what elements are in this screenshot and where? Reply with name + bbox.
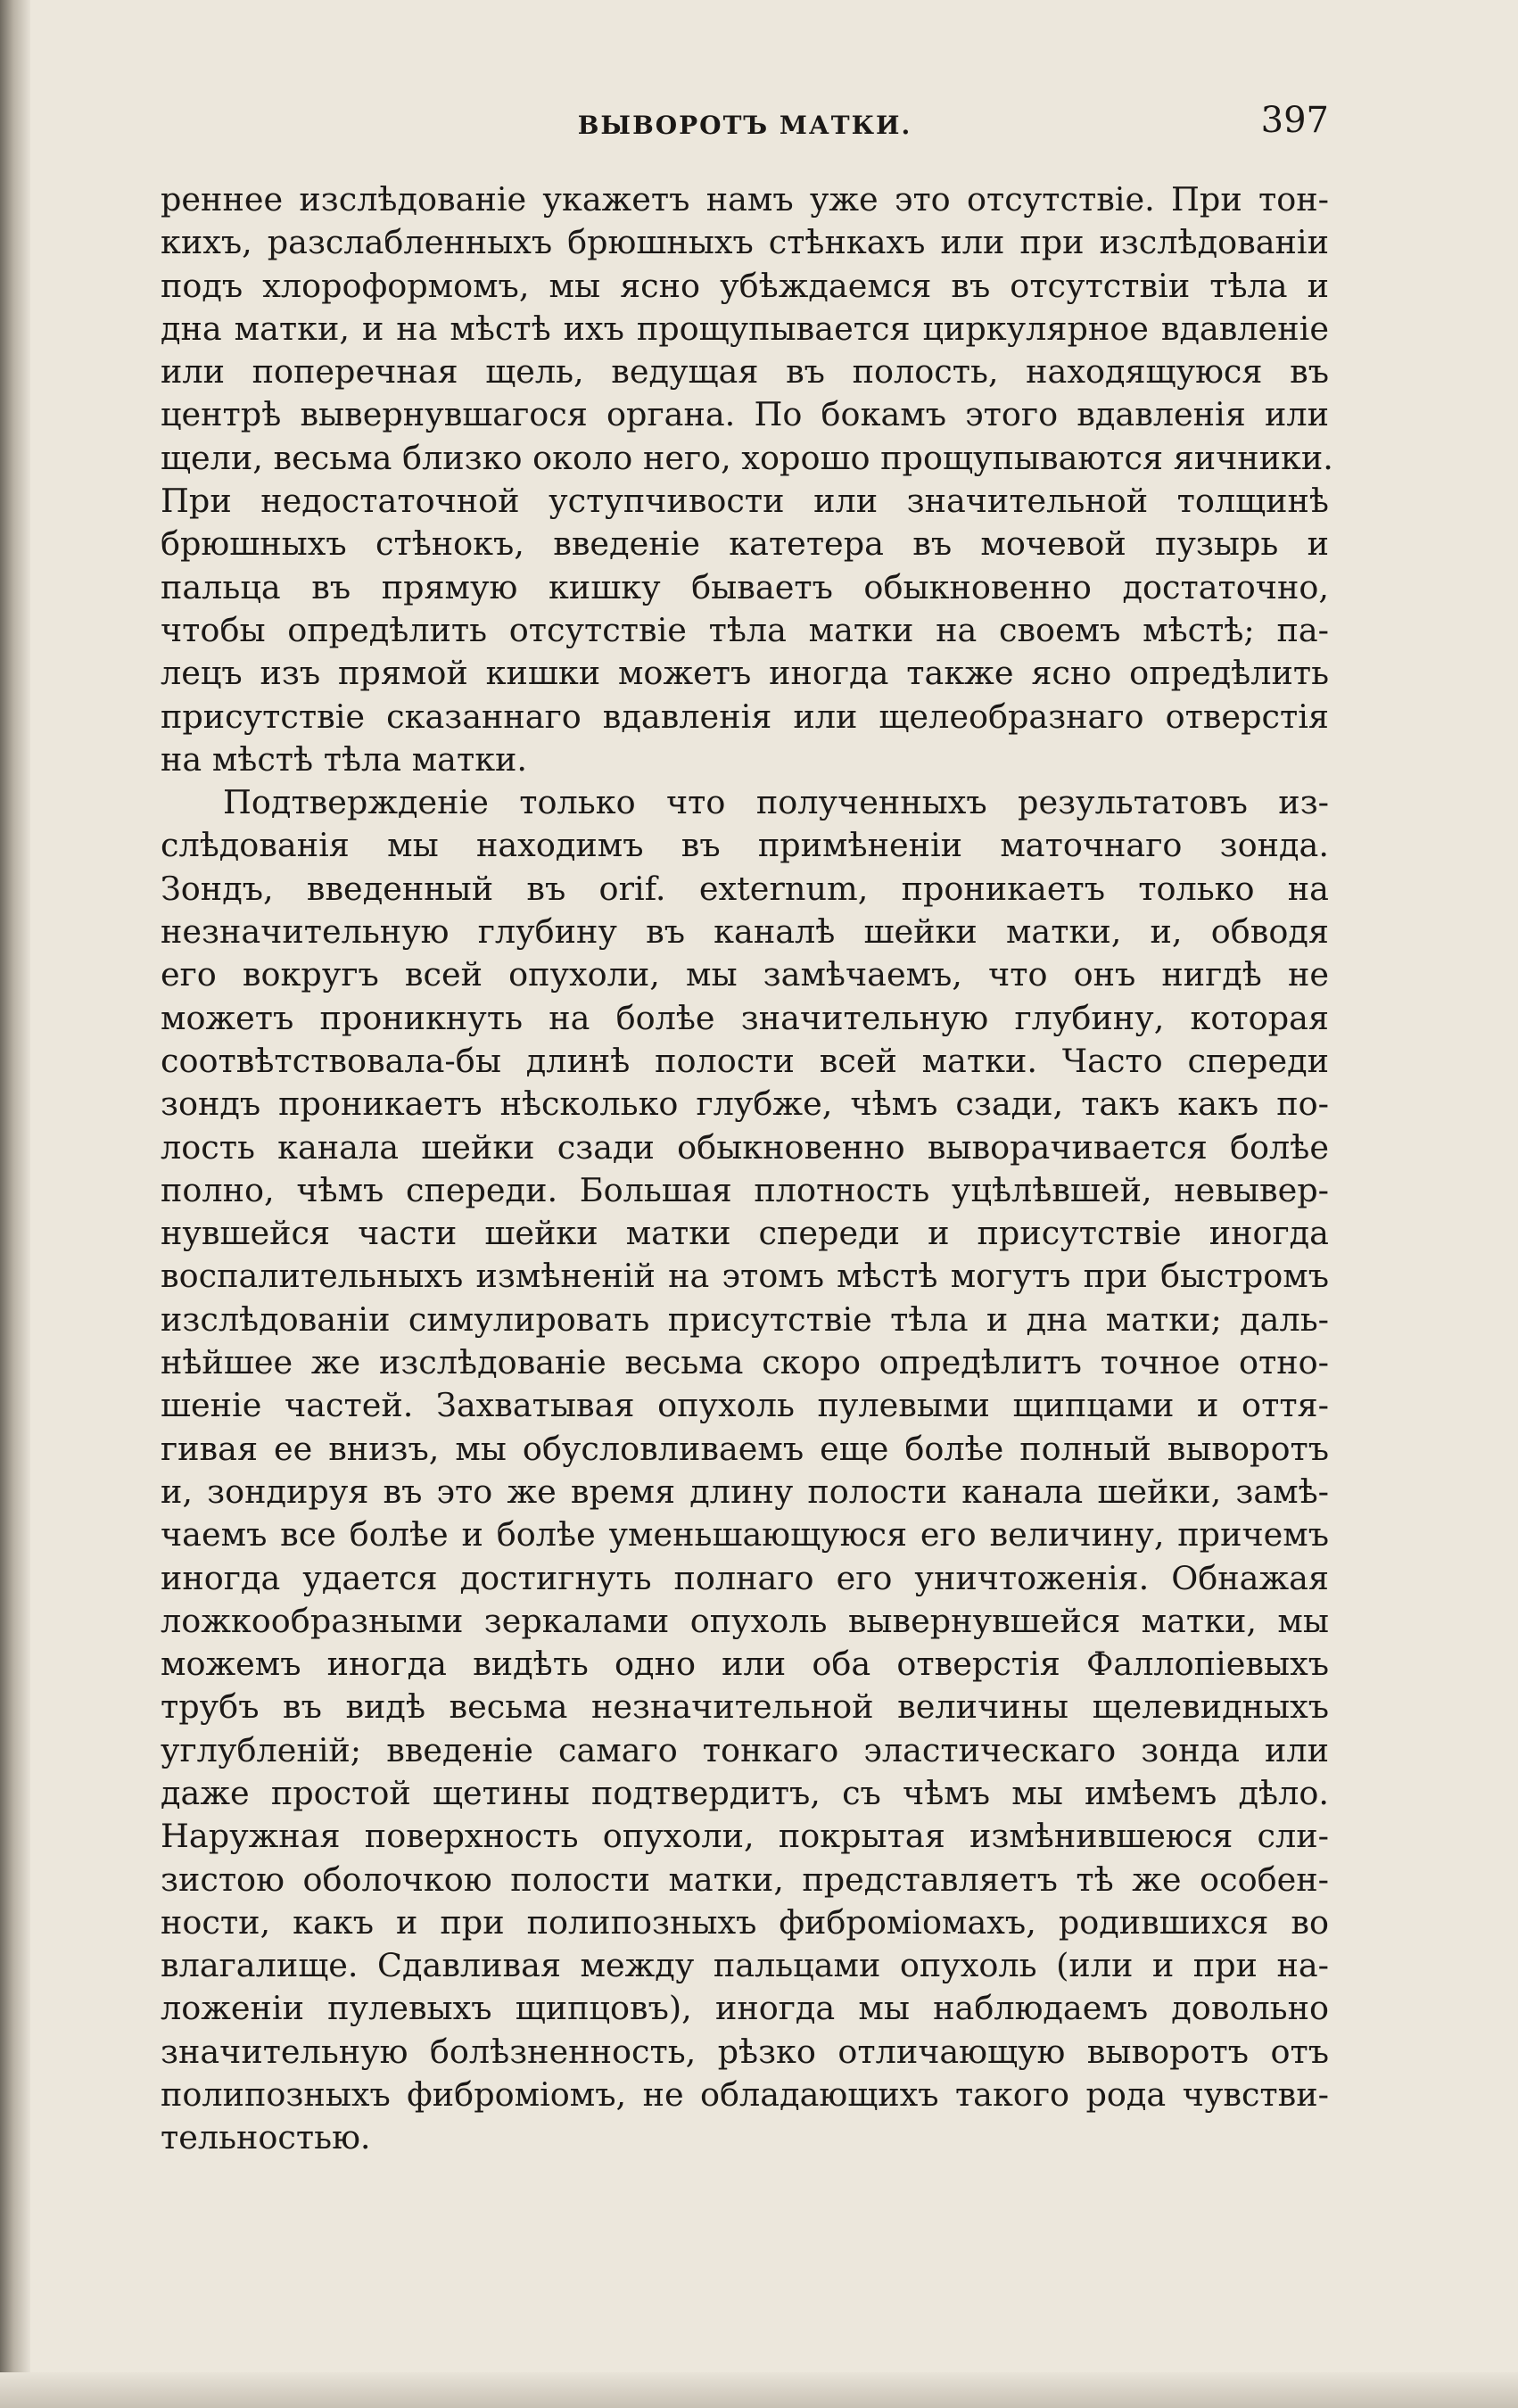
- text-line: зондъ проникаетъ нѣсколько глубже, чѣмъ сзади, такъ какъ по-: [161, 1084, 1329, 1124]
- text-line: углубленiй; введенiе самаго тонкаго эластическаго зонда или: [161, 1730, 1329, 1769]
- text-line: гивая ее внизъ, мы обусловливаемъ еще болѣе полный выворотъ: [161, 1429, 1329, 1468]
- page-gutter-shadow: [0, 0, 30, 2408]
- text-line: полипозныхъ фиброміомъ, не обладающихъ такого рода чувстви-: [161, 2075, 1329, 2115]
- text-line: изслѣдованiи симулировать присутствiе тѣла и дна матки; даль-: [161, 1299, 1329, 1339]
- text-line: чтобы опредѣлить отсутствiе тѣла матки на своемъ мѣстѣ; па-: [161, 610, 1329, 649]
- text-line: лость канала шейки сзади обыкновенно выворачивается болѣе: [161, 1127, 1329, 1167]
- paragraph-1: [161, 178, 1333, 781]
- body-text: [161, 178, 1333, 2160]
- text-line: нѣйшее же изслѣдованiе весьма скоро опредѣлитъ точное отно-: [161, 1343, 1329, 1382]
- text-line: нувшейся части шейки матки спереди и присутствiе иногда: [161, 1214, 1329, 1253]
- text-line: иногда удается достигнуть полнаго его уничтоженiя. Обнажая: [161, 1558, 1329, 1597]
- page-number: 397: [1260, 100, 1329, 141]
- text-line: ности, какъ и при полипозныхъ фиброміомахъ, родившихся во: [161, 1902, 1329, 1942]
- text-line: кихъ, разслабленныхъ брюшныхъ стѣнкахъ или при изслѣдованiи: [161, 223, 1329, 262]
- text-line: пальца въ прямую кишку бываетъ обыкновенно достаточно,: [161, 567, 1329, 606]
- running-title: ВЫВОРОТЪ МАТКИ.: [577, 111, 912, 140]
- text-line: При недостаточной уступчивости или значительной толщинѣ: [161, 482, 1329, 521]
- text-line: его вокругъ всей опухоли, мы замѣчаемъ, что онъ нигдѣ не: [161, 955, 1329, 994]
- page-bottom-edge: [0, 2372, 1518, 2408]
- text-line: влагалище. Сдавливая между пальцами опухоль (или и при на-: [161, 1946, 1329, 1985]
- paragraph-2: [161, 781, 1329, 2160]
- text-line: можетъ проникнуть на болѣе значительную глубину, которая: [161, 998, 1329, 1037]
- text-line: даже простой щетины подтвердитъ, съ чѣмъ мы имѣемъ дѣло.: [161, 1773, 1329, 1812]
- text-line: воспалительныхъ измѣненiй на этомъ мѣстѣ могутъ при быстромъ: [161, 1257, 1329, 1296]
- text-line: центрѣ вывернувшагося органа. По бокамъ этого вдавленiя или: [161, 395, 1329, 434]
- text-line: и, зондируя въ это же время длину полости канала шейки, замѣ-: [161, 1472, 1329, 1511]
- text-line: чаемъ все болѣе и болѣе уменьшающуюся его величину, причемъ: [161, 1515, 1329, 1554]
- text-line: ложкообразными зеркалами опухоль вывернувшейся матки, мы: [161, 1601, 1329, 1640]
- text-line: слѣдованiя мы находимъ въ примѣненiи маточнаго зонда.: [161, 826, 1329, 865]
- text-line: присутствiе сказаннаго вдавленiя или щелеобразнаго отверстiя: [161, 697, 1329, 736]
- text-line: или поперечная щель, ведущая въ полость, находящуюся въ: [161, 352, 1329, 392]
- text-line: брюшныхъ стѣнокъ, введенiе катетера въ мочевой пузырь и: [161, 524, 1329, 564]
- text-line: можемъ иногда видѣть одно или оба отверстiя Фаллопiевыхъ: [161, 1645, 1329, 1684]
- text-line: реннее изслѣдованiе укажетъ намъ уже это отсутствiе. При тон-: [161, 180, 1329, 219]
- text-line: ложенiи пулевыхъ щипцовъ), иногда мы наблюдаемъ довольно: [161, 1989, 1329, 2028]
- text-line: трубъ въ видѣ весьма незначительной величины щелевидныхъ: [161, 1687, 1329, 1727]
- text-line: Зондъ, введенный въ orif. externum, проникаетъ только на: [161, 869, 1329, 908]
- text-line: на мѣстѣ тѣла матки.: [161, 739, 528, 779]
- text-line: подъ хлороформомъ, мы ясно убѣждаемся въ отсутствiи тѣла и: [161, 266, 1329, 305]
- text-line: значительную болѣзненность, рѣзко отличающую выворотъ отъ: [161, 2032, 1329, 2071]
- text-line: Подтвержденiе только что полученныхъ результатовъ из-: [223, 783, 1329, 822]
- text-line: тельностью.: [161, 2118, 371, 2157]
- text-line: щели, весьма близко около него, хорошо прощупываются яичники.: [161, 438, 1333, 477]
- page-header: [161, 100, 1329, 144]
- text-line: полно, чѣмъ спереди. Большая плотность уцѣлѣвшей, невывер-: [161, 1170, 1329, 1209]
- text-line: Наружная поверхность опухоли, покрытая измѣнившеюся сли-: [161, 1817, 1329, 1856]
- text-line: незначительную глубину въ каналѣ шейки матки, и, обводя: [161, 912, 1329, 952]
- text-line: зистою оболочкою полости матки, представляетъ тѣ же особен-: [161, 1860, 1329, 1899]
- text-line: шенiе частей. Захватывая опухоль пулевыми щипцами и оття-: [161, 1386, 1329, 1425]
- text-line: дна матки, и на мѣстѣ ихъ прощупывается циркулярное вдавленiе: [161, 309, 1329, 348]
- text-line: лецъ изъ прямой кишки можетъ иногда также ясно опредѣлить: [161, 654, 1329, 693]
- text-line: соотвѣтствовала-бы длинѣ полости всей матки. Часто спереди: [161, 1041, 1329, 1080]
